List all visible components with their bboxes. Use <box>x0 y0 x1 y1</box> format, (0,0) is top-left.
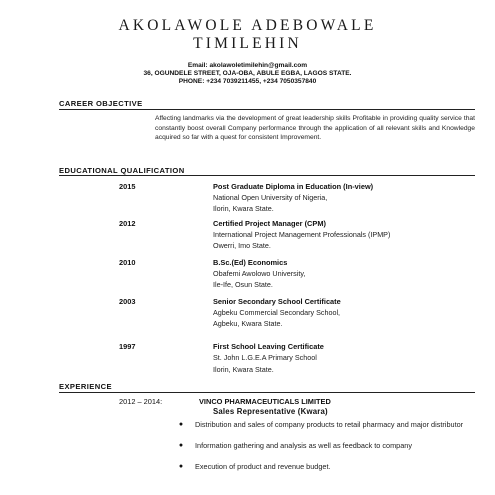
education-location: Agbeku, Kwara State. <box>213 319 283 328</box>
education-title: Post Graduate Diploma in Education (In-view) <box>213 182 374 191</box>
bullet-icon: ● <box>178 442 184 449</box>
experience-bullet: Distribution and sales of company products to retail pharmacy and major distributor <box>195 420 464 429</box>
education-title: First School Leaving Certificate <box>213 342 324 351</box>
education-year: 2012 <box>119 219 136 228</box>
education-institution: St. John L.G.E.A Primary School <box>213 353 317 362</box>
experience-role: Sales Representative (Kwara) <box>213 407 328 416</box>
education-year: 2010 <box>119 258 136 267</box>
education-institution: Agbeku Commercial Secondary School, <box>213 308 341 317</box>
experience-bullet: Execution of product and revenue budget. <box>195 462 331 471</box>
education-year: 2015 <box>119 182 136 191</box>
education-institution: National Open University of Nigeria, <box>213 193 328 202</box>
education-title: Senior Secondary School Certificate <box>213 297 341 306</box>
education-institution: International Project Management Professionals (IPMP) <box>213 230 391 239</box>
bullet-icon: ● <box>178 421 184 428</box>
career-objective-text: Affecting landmarks via the development of great leadership skills Profitable in providing quality service that constantly boost overall Company performance through the application of all relevant skills and Knowledge acquired so far with a quest for consistent Improvement. <box>155 115 475 142</box>
education-divider <box>59 175 475 176</box>
education-year: 1997 <box>119 342 136 351</box>
experience-divider <box>59 392 475 393</box>
education-location: Owerri, Imo State. <box>213 241 271 250</box>
education-heading: EDUCATIONAL QUALIFICATION <box>59 166 185 175</box>
education-title: Certified Project Manager (CPM) <box>213 219 326 228</box>
name-line-2: TIMILEHIN <box>193 35 302 52</box>
contact-phone: PHONE: +234 7039211455, +234 7050357840 <box>178 78 317 85</box>
education-location: Ilorin, Kwara State. <box>213 365 274 374</box>
education-title: B.Sc.(Ed) Economics <box>213 258 288 267</box>
experience-heading: EXPERIENCE <box>59 382 112 391</box>
experience-bullet: Information gathering and analysis as well as feedback to company <box>195 441 413 450</box>
contact-email: Email: akolawoletimilehin@gmail.com <box>187 62 308 69</box>
bullet-icon: ● <box>178 463 184 470</box>
experience-period: 2012 – 2014: <box>119 397 163 406</box>
name-line-1: AKOLAWOLE ADEBOWALE <box>118 17 377 34</box>
contact-address: 36, OGUNDELE STREET, OJA-OBA, ABULE EGBA, LAGOS STATE. <box>143 70 352 77</box>
education-year: 2003 <box>119 297 136 306</box>
education-location: Ile-Ife, Osun State. <box>213 280 273 289</box>
experience-company: VINCO PHARMACEUTICALS LIMITED <box>199 397 331 406</box>
education-location: Ilorin, Kwara State. <box>213 204 274 213</box>
career-objective-heading: CAREER OBJECTIVE <box>59 99 143 108</box>
education-institution: Obafemi Awolowo University, <box>213 269 306 278</box>
career-objective-divider <box>59 109 475 110</box>
